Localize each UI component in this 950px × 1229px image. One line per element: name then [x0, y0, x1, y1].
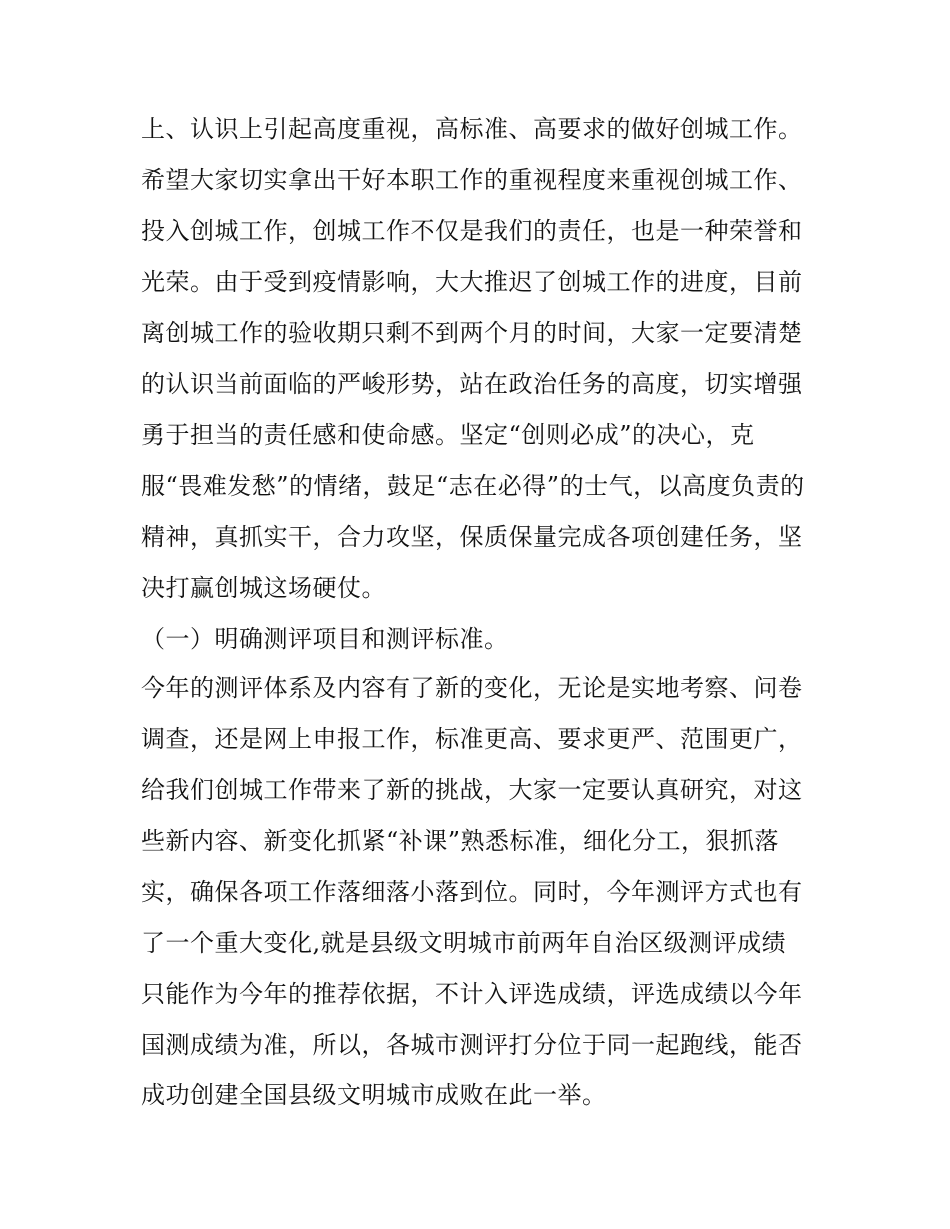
text-line-15: 些新内容、新变化抓紧“补课”熟悉标准，细化分工，狠抓落: [141, 827, 780, 855]
text-line-7: 勇于担当的责任感和使命感。坚定“创则必成”的决心，克: [141, 421, 755, 449]
text-line-14: 给我们创城工作带来了新的挑战，大家一定要认真研究，对这: [141, 776, 803, 804]
text-line-12: 今年的测评体系及内容有了新的变化，无论是实地考察、问卷: [141, 674, 803, 702]
text-line-16: 实，确保各项工作落细落小落到位。同时，今年测评方式也有: [141, 878, 803, 906]
text-line-20: 成功创建全国县级文明城市成败在此一举。: [141, 1081, 607, 1109]
text-line-9: 精神，真抓实干，合力攻坚，保质保量完成各项创建任务，坚: [141, 523, 803, 551]
text-line-5: 离创城工作的验收期只剩不到两个月的时间，大家一定要清楚: [141, 319, 803, 347]
text-line-18: 只能作为今年的推荐依据，不计入评选成绩，评选成绩以今年: [141, 980, 803, 1008]
text-line-10: 决打赢创城这场硬仗。: [141, 574, 386, 602]
text-line-4: 光荣。由于受到疫情影响，大大推迟了创城工作的进度，目前: [141, 268, 803, 296]
text-line-17: 了一个重大变化,就是县级文明城市前两年自治区级测评成绩: [141, 929, 787, 957]
text-line-3: 投入创城工作，创城工作不仅是我们的责任，也是一种荣誉和: [141, 217, 803, 245]
text-line-13: 调查，还是网上申报工作，标准更高、要求更严、范围更广，: [141, 725, 803, 753]
text-line-6: 的认识当前面临的严峻形势，站在政治任务的高度，切实增强: [141, 370, 803, 398]
text-line-19: 国测成绩为准，所以，各城市测评打分位于同一起跑线，能否: [141, 1031, 803, 1059]
section-heading: （一）明确测评项目和测评标准。: [141, 625, 509, 653]
text-line-8: 服“畏难发愁”的情绪，鼓足“志在必得”的士气，以高度负责的: [141, 472, 805, 500]
text-line-1: 上、认识上引起高度重视，高标准、高要求的做好创城工作。: [141, 115, 803, 143]
text-line-2: 希望大家切实拿出干好本职工作的重视程度来重视创城工作、: [141, 166, 803, 194]
